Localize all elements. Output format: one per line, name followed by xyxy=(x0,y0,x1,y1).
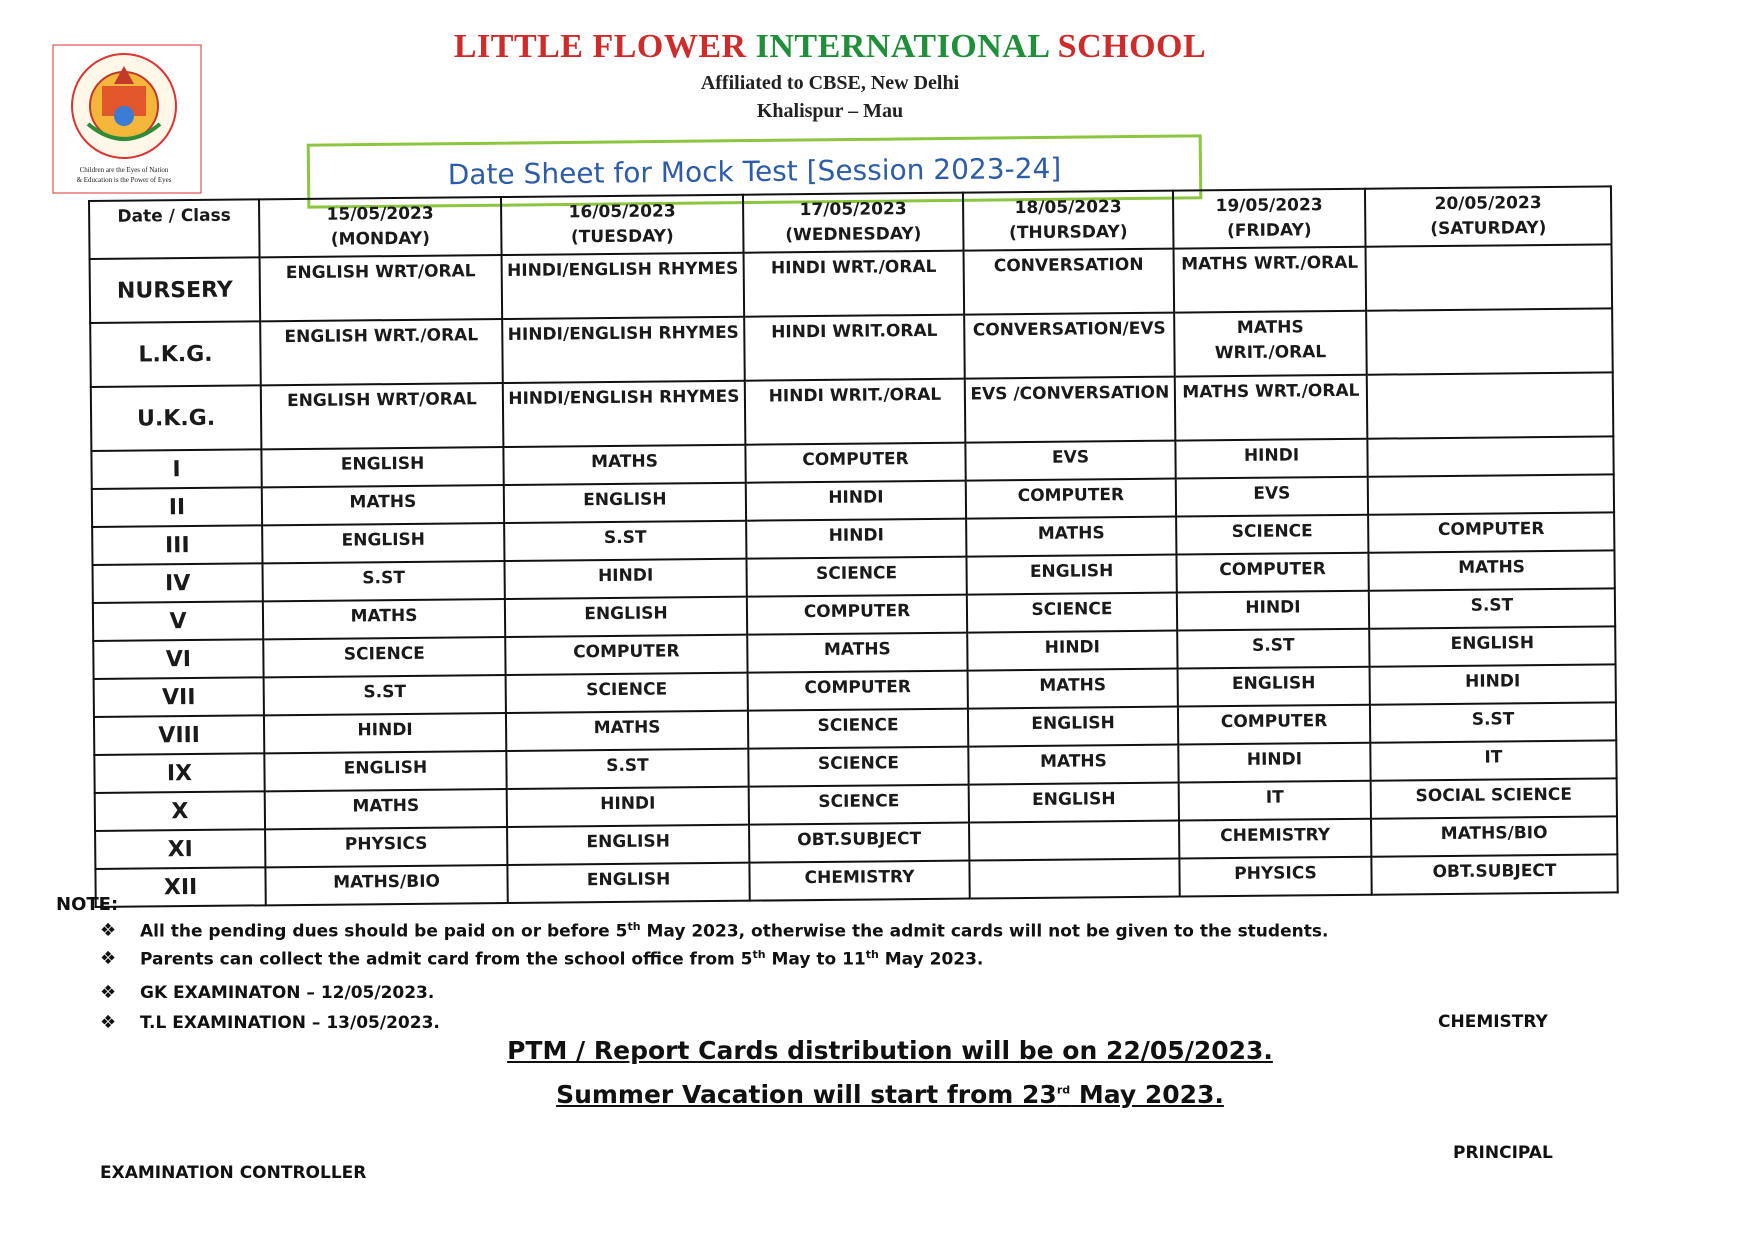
note-label: NOTE: xyxy=(56,894,119,915)
class-name-cell: V xyxy=(93,601,263,641)
subject-cell: SCIENCE xyxy=(1176,515,1368,555)
column-header xyxy=(963,191,1174,251)
class-name-cell: XI xyxy=(95,829,265,869)
subject-cell: HINDI xyxy=(507,787,749,827)
subject-cell xyxy=(1366,244,1613,310)
subject-cell xyxy=(969,859,1179,899)
subject-cell: MATHS xyxy=(1368,550,1614,590)
subject-cell: S.ST xyxy=(262,561,504,601)
note-item xyxy=(100,920,1328,942)
subject-cell xyxy=(1368,474,1614,514)
note-text: All the pending dues should be paid on or before 5th May 2023, otherwise the admit cards will not be given to the students. xyxy=(140,920,1329,942)
class-name-cell: VI xyxy=(93,639,263,679)
school-name-part2: INTERNATIONAL xyxy=(755,28,1049,65)
subject-cell: SCIENCE xyxy=(748,709,968,749)
note-item xyxy=(100,1012,440,1033)
subject-cell: MATHS xyxy=(263,599,505,639)
subject-cell: SCIENCE xyxy=(749,785,969,825)
subject-cell: COMPUTER xyxy=(748,671,968,711)
diamond-bullet-icon: ❖ xyxy=(100,920,117,942)
subject-cell: OBT.SUBJECT xyxy=(749,823,969,863)
subject-cell: COMPUTER xyxy=(1178,705,1370,745)
subject-cell: HINDI xyxy=(746,481,966,521)
subject-cell: MATHS xyxy=(968,669,1178,709)
stray-subject-text: CHEMISTRY xyxy=(1438,1012,1548,1032)
subject-cell: ENGLISH xyxy=(968,707,1178,747)
subject-cell: ENGLISH xyxy=(261,447,503,487)
subject-cell xyxy=(1367,372,1614,438)
diamond-bullet-icon: ❖ xyxy=(100,948,117,970)
subject-cell: ENGLISH xyxy=(969,783,1179,823)
subject-cell: S.ST xyxy=(1177,629,1369,669)
diamond-bullet-icon: ❖ xyxy=(100,1012,117,1033)
subject-cell: HINDI xyxy=(1177,591,1369,631)
subject-cell: S.ST xyxy=(1370,702,1616,742)
column-day: (WEDNESDAY) xyxy=(785,224,922,246)
subject-cell: IT xyxy=(1179,781,1371,821)
note-text: T.L EXAMINATION – 13/05/2023. xyxy=(140,1012,440,1033)
column-header xyxy=(1173,189,1366,249)
subject-cell: SCIENCE xyxy=(748,747,968,787)
subject-cell: ENGLISH xyxy=(262,523,504,563)
subject-cell: MATHS WRT./ORAL xyxy=(1175,375,1368,441)
subject-cell: MATHS xyxy=(506,711,748,751)
column-day: (FRIDAY) xyxy=(1226,220,1312,242)
note-item xyxy=(100,982,434,1003)
column-header xyxy=(1365,186,1612,246)
class-name-cell: VII xyxy=(94,677,264,717)
subject-cell: CONVERSATION/EVS xyxy=(964,313,1175,379)
subject-cell: S.ST xyxy=(264,675,506,715)
subject-cell: EVS /CONVERSATION xyxy=(965,377,1176,443)
subject-cell: HINDI WRT./ORAL xyxy=(744,251,965,317)
subject-cell: MATHS xyxy=(262,485,504,525)
subject-cell xyxy=(969,821,1179,861)
subject-cell: HINDI xyxy=(264,713,506,753)
subject-cell: MATHS/BIO xyxy=(1371,816,1617,856)
location-text: Khalispur – Mau xyxy=(756,100,904,122)
subject-cell: EVS xyxy=(1176,477,1368,517)
school-name-part3: SCHOOL xyxy=(1057,28,1207,65)
class-name-cell: XII xyxy=(95,867,265,907)
column-day: (SATURDAY) xyxy=(1430,218,1547,240)
school-logo xyxy=(52,44,202,194)
vacation-announcement: Summer Vacation will start from 23rd May 2023. xyxy=(556,1080,1224,1109)
subject-cell: COMPUTER xyxy=(745,443,965,483)
date-sheet-table-container xyxy=(88,185,1617,908)
school-name xyxy=(430,28,1230,66)
subject-cell: CONVERSATION xyxy=(964,249,1175,315)
subject-cell: ENGLISH xyxy=(264,751,506,791)
column-day: (THURSDAY) xyxy=(1009,222,1128,244)
subject-cell: S.ST xyxy=(504,521,746,561)
subject-cell: COMPUTER xyxy=(1176,553,1368,593)
subject-cell: CHEMISTRY xyxy=(1179,819,1371,859)
subject-cell: SOCIAL SCIENCE xyxy=(1371,778,1617,818)
subject-cell: COMPUTER xyxy=(1368,512,1614,552)
school-name-part1: LITTLE FLOWER xyxy=(453,28,747,65)
subject-cell: HINDI WRIT./ORAL xyxy=(745,379,966,445)
subject-cell: MATHS xyxy=(747,633,967,673)
subject-cell: ENGLISH xyxy=(505,597,747,637)
subject-cell: IT xyxy=(1370,740,1616,780)
column-header xyxy=(501,195,744,255)
class-name-cell: I xyxy=(91,449,261,489)
subject-cell: SCIENCE xyxy=(967,593,1177,633)
class-name-cell: IX xyxy=(94,753,264,793)
subject-cell: MATHS/BIO xyxy=(265,865,507,905)
column-day: (TUESDAY) xyxy=(570,226,674,248)
subject-cell: MATHS xyxy=(503,445,745,485)
date-sheet-table xyxy=(88,185,1619,908)
subject-cell: COMPUTER xyxy=(505,635,747,675)
corner-header: Date / Class xyxy=(89,199,260,259)
subject-cell: S.ST xyxy=(506,749,748,789)
column-day: (MONDAY) xyxy=(330,228,431,250)
column-date: 17/05/2023 xyxy=(799,199,907,221)
column-date: 15/05/2023 xyxy=(326,203,434,225)
subject-cell: SCIENCE xyxy=(506,673,748,713)
subject-cell: ENGLISH WRT/ORAL xyxy=(261,383,504,449)
column-date: 18/05/2023 xyxy=(1014,197,1122,219)
subject-cell: EVS xyxy=(965,441,1175,481)
subject-cell: ENGLISH WRT/ORAL xyxy=(260,255,503,321)
subject-cell: MATHS xyxy=(968,745,1178,785)
subject-cell: OBT.SUBJECT xyxy=(1371,854,1617,894)
ptm-announcement: PTM / Report Cards distribution will be on 22/05/2023. xyxy=(507,1036,1273,1065)
logo-motto-line1: Children are the Eyes of Nation xyxy=(79,166,169,174)
class-name-cell: L.K.G. xyxy=(90,321,261,387)
column-date: 19/05/2023 xyxy=(1215,195,1323,217)
subject-cell: ENGLISH xyxy=(507,863,749,903)
class-name-cell: VIII xyxy=(94,715,264,755)
class-name-cell: II xyxy=(92,487,262,527)
subject-cell: MATHS WRT./ORAL xyxy=(1174,247,1367,313)
subject-cell: MATHS xyxy=(966,517,1176,557)
subject-cell: HINDI xyxy=(1178,743,1370,783)
class-name-cell: U.K.G. xyxy=(91,385,262,451)
subject-cell: ENGLISH xyxy=(507,825,749,865)
subject-cell: HINDI xyxy=(1370,664,1616,704)
class-name-cell: X xyxy=(95,791,265,831)
affiliation-text: Affiliated to CBSE, New Delhi xyxy=(700,72,960,94)
column-header xyxy=(259,197,502,257)
subject-cell: HINDI/ENGLISH RHYMES xyxy=(503,381,746,447)
note-item xyxy=(100,948,983,970)
subject-cell: HINDI xyxy=(746,519,966,559)
subject-cell: CHEMISTRY xyxy=(749,861,969,901)
column-header xyxy=(743,193,964,253)
subject-cell xyxy=(1366,308,1613,374)
class-name-cell: IV xyxy=(93,563,263,603)
class-name-cell: III xyxy=(92,525,262,565)
subject-cell: PHYSICS xyxy=(1179,857,1371,897)
page-title: Date Sheet for Mock Test [Session 2023-24] xyxy=(447,151,1062,192)
subject-cell: HINDI WRIT.ORAL xyxy=(744,315,965,381)
subject-cell: HINDI/ENGLISH RHYMES xyxy=(502,253,745,319)
subject-cell: ENGLISH xyxy=(1369,626,1615,666)
principal-signature-label: PRINCIPAL xyxy=(1453,1143,1553,1163)
logo-motto-line2: & Education is the Power of Eyes xyxy=(76,176,172,184)
class-name-cell: NURSERY xyxy=(90,257,261,323)
subject-cell: MATHS WRIT./ORAL xyxy=(1174,311,1367,377)
subject-cell: ENGLISH WRT./ORAL xyxy=(260,319,503,385)
subject-cell: SCIENCE xyxy=(263,637,505,677)
note-text: GK EXAMINATON – 12/05/2023. xyxy=(140,982,435,1003)
diamond-bullet-icon: ❖ xyxy=(100,982,117,1003)
subject-cell: COMPUTER xyxy=(747,595,967,635)
subject-cell: PHYSICS xyxy=(265,827,507,867)
subject-cell: MATHS xyxy=(265,789,507,829)
table-body xyxy=(90,244,1618,907)
subject-cell: ENGLISH xyxy=(504,483,746,523)
subject-cell xyxy=(1367,436,1613,476)
subject-cell: HINDI xyxy=(504,559,746,599)
column-date: 16/05/2023 xyxy=(568,201,676,223)
subject-cell: ENGLISH xyxy=(966,555,1176,595)
subject-cell: HINDI/ENGLISH RHYMES xyxy=(502,317,745,383)
column-date: 20/05/2023 xyxy=(1434,193,1542,215)
subject-cell: SCIENCE xyxy=(746,557,966,597)
subject-cell: HINDI xyxy=(1175,439,1367,479)
subject-cell: COMPUTER xyxy=(966,479,1176,519)
subject-cell: S.ST xyxy=(1369,588,1615,628)
subject-cell: ENGLISH xyxy=(1178,667,1370,707)
note-text: Parents can collect the admit card from the school office from 5th May to 11th May 2023. xyxy=(140,948,984,970)
subject-cell: HINDI xyxy=(967,631,1177,671)
exam-controller-signature-label: EXAMINATION CONTROLLER xyxy=(100,1163,367,1183)
